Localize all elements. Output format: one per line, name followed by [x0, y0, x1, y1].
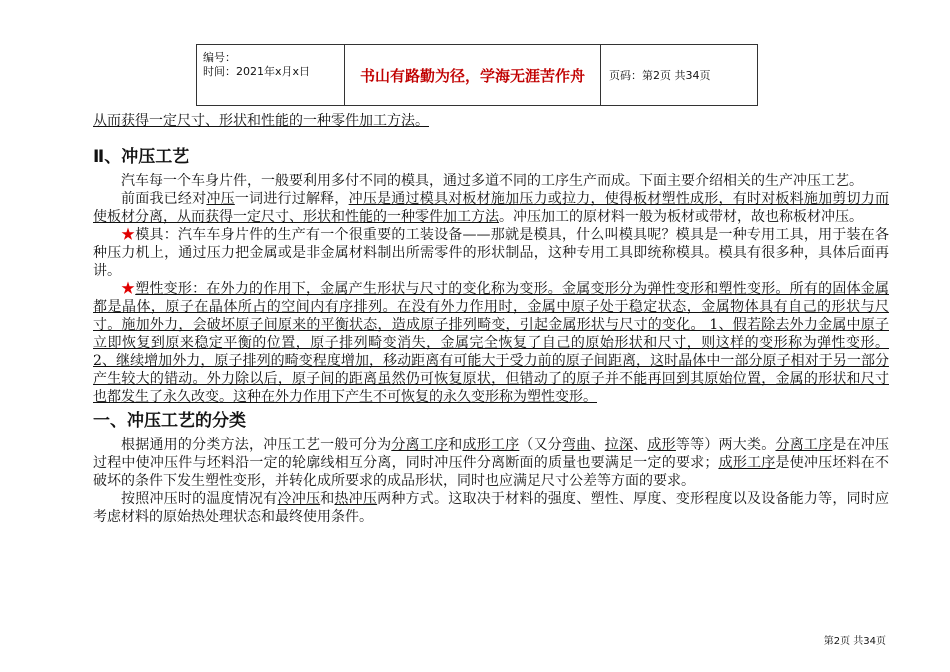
term-cold-stamping: 冷冲压 — [277, 491, 321, 507]
text-run: 和 — [448, 437, 463, 453]
term-separation: 分离工序 — [391, 437, 449, 453]
term-forming: 成形工序 — [462, 437, 520, 453]
text-run: 等等）两大类。 — [675, 437, 776, 453]
page-footer: 第2页 共34页 — [823, 636, 886, 647]
header-page-cell — [601, 45, 757, 105]
motto-text: 书山有路勤为径，学海无涯苦作舟 — [359, 66, 585, 85]
header-meta-cell — [197, 45, 345, 105]
term-bending: 弯曲 — [562, 437, 591, 453]
paragraph-temperature — [93, 490, 889, 526]
time-label: 时间：2021年x月x日 — [203, 65, 311, 78]
header-motto-cell — [345, 45, 601, 105]
term-forming-sub: 成形 — [647, 437, 676, 453]
star-icon: ★ — [121, 227, 136, 243]
text-run: 按照冲压时的温度情况有 — [121, 491, 278, 507]
page-header — [196, 44, 758, 106]
text-run-underlined: 塑性变形：在外力的作用下，金属产生形状与尺寸的变化称为变形。金属变形分为弹性变形和塑性变形。所有的固体金属都是晶体，原子在晶体所占的空间内有序排列。在没有外力作用时，金属中原子处于稳定状态，金属物体具有自己的形状与尺寸。施加外力，会破坏原子间原来的平衡状态，造成原子排列畸变，引起金属形状与尺寸的变化。 1、假若除去外力金属中原子立即恢复到原来稳定平衡的位置，原子排列畸变消失，金属完全恢复了自己的原始形状和尺寸，则这样的变形称为弹性变形。 2、继续增加外力，原子排列的畸变程度增加，移动距离有可能大于受力前的原子间距离，这时晶体中一部分原子相对于另一部分产生较大的错动。外力除以后，原子间的距离虽然仍可恢复原状，但错动了的原子并不能再回到其原始位置，金属的形状和尺寸也都发生了永久改变。这种在外力作用下产生不可恢复的永久变形称为塑性变形。 — [93, 281, 890, 405]
text-run: 是在冲压过程中使冲压件与坯料沿一定的轮廓线相互分离，同时冲压件分离断面的质量也要满足一定的要求； — [93, 437, 890, 471]
text-run: 模具：汽车车身片件的生产有一个很重要的工装设备——那就是模具，什么叫模具呢？模具是一种专用工具，用于装在各种压力机上，通过压力把金属或是非金属材料制出所需零件的形状制品，这种专用工具即统称模具。模具有很多种，具体后面再讲。 — [93, 227, 890, 279]
continued-line: 从而获得一定尺寸、形状和性能的一种零件加工方法。 — [93, 113, 429, 129]
text-run: 、 — [590, 437, 605, 453]
document-body — [93, 112, 889, 526]
paragraph-plastic-deformation — [93, 280, 889, 406]
text-run: 一词进行过解释， — [234, 191, 349, 207]
star-icon: ★ — [121, 281, 136, 297]
text-run: 和 — [320, 491, 335, 507]
text-run: （又分 — [519, 437, 563, 453]
page-label: 页码：第2页 共34页 — [609, 69, 711, 82]
term-forming: 成形工序 — [718, 455, 776, 471]
term-drawing: 拉深 — [604, 437, 634, 453]
term-separation: 分离工序 — [775, 437, 833, 453]
paragraph-stamping-definition — [93, 190, 889, 226]
term-hot-stamping: 热冲压 — [334, 491, 378, 507]
text-run: 是使冲压坯料在不破坏的条件下发生塑性变形，并转化成所要求的成品形状，同时也应满足尺寸公差等方面的要求。 — [93, 455, 890, 489]
text-run: 。冲压加工的原材料一般为板材或带材，故也称板材冲压。 — [499, 209, 863, 225]
definition-underlined: 冲压是通过模具对板材施加压力或拉力，使得板材塑性成形，有时对板料施加剪切力而使板材分离，从而获得一定尺寸、形状和性能的一种零件加工方法 — [93, 191, 890, 225]
section-heading-stamping: Ⅱ、冲压工艺 — [93, 147, 190, 167]
paragraph-intro: 汽车每一个车身片件，一般要利用多付不同的模具，通过多道不同的工序生产而成。下面主要介绍相关的生产冲压工艺。 — [121, 173, 863, 189]
term-stamping: 冲压 — [206, 191, 235, 207]
number-label: 编号： — [203, 51, 236, 64]
text-run: 根据通用的分类方法，冲压工艺一般可分为 — [121, 437, 392, 453]
paragraph-classification — [93, 436, 889, 490]
paragraph-die — [93, 226, 889, 280]
text-run: 两种方式。这取决于材料的强度、塑性、厚度、变形程度以及设备能力等，同时应考虑材料的原始热处理状态和最终使用条件。 — [93, 491, 890, 525]
section-heading-classification: 一、冲压工艺的分类 — [93, 411, 246, 431]
text-run: 前面我已经对 — [121, 191, 207, 207]
text-run: 、 — [633, 437, 648, 453]
